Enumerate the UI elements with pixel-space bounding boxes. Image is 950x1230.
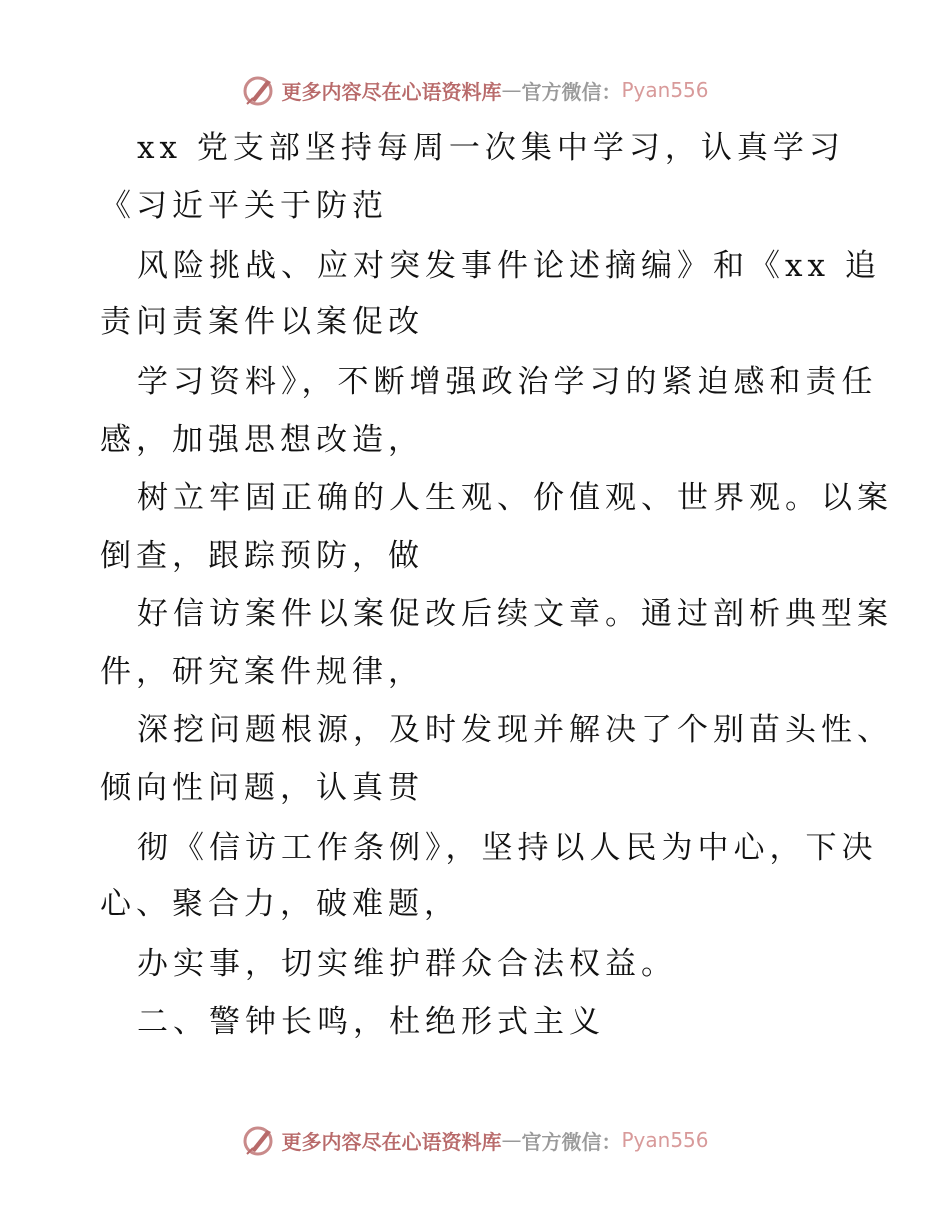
watermark-wechat-label: 官方微信： [521,1129,622,1154]
body-line: 办实事，切实维护群众合法权益。 [137,946,677,982]
body-line: 树立牢固正确的人生观、价值观、世界观。以案 [137,480,893,516]
body-line: 件，研究案件规律， [100,654,424,690]
body-line: 彻《信访工作条例》，坚持以人民为中心，下决 [137,830,878,866]
watermark-dash: — [501,78,522,102]
body-line: 深挖问题根源，及时发现并解决了个别苗头性、 [137,712,893,748]
header-watermark [0,70,950,110]
body-line: 好信访案件以案促改后续文章。通过剖析典型案 [137,596,893,632]
section-heading: 二、警钟长鸣，杜绝形式主义 [137,1004,605,1040]
watermark-wechat-label: 官方微信： [521,79,622,104]
body-line: 倒查，跟踪预防，做 [100,538,424,574]
watermark-wechat-id: Pyan556 [621,78,709,102]
watermark-wechat-id: Pyan556 [621,1128,709,1152]
body-line: 学习资料》，不断增强政治学习的紧迫感和责任 [137,364,878,400]
watermark-text: 更多内容尽在心语资料库 [281,79,502,104]
body-line: xx 党支部坚持每周一次集中学习，认真学习 [137,130,845,166]
body-line: 风险挑战、应对突发事件论述摘编》和《xx 追 [137,248,881,284]
watermark-text: 更多内容尽在心语资料库 [281,1129,502,1154]
feather-logo-icon [241,1122,277,1158]
watermark-dash: — [501,1128,522,1152]
body-line: 感，加强思想改造， [100,422,424,458]
footer-watermark [0,1120,950,1160]
body-line: 责问责案件以案促改 [100,304,424,340]
body-line: 《习近平关于防范 [100,188,388,224]
body-line: 心、聚合力，破难题， [100,886,460,922]
body-line: 倾向性问题，认真贯 [100,770,424,806]
feather-logo-icon [241,72,277,108]
